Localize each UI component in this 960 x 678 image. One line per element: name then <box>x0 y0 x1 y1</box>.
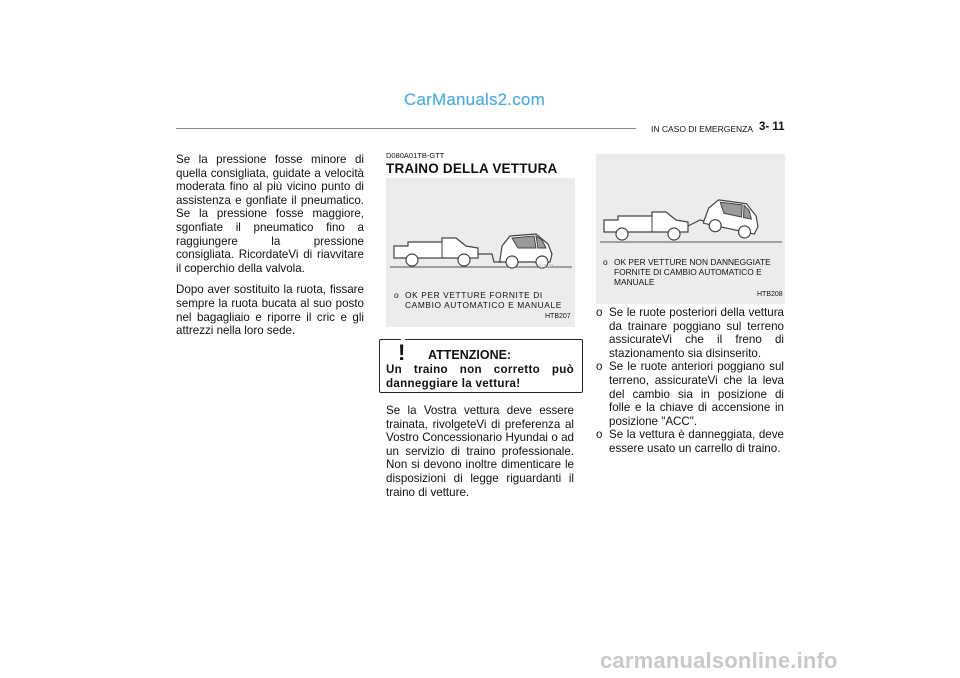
column-1 <box>176 153 364 346</box>
list-item-text: Se le ruote posteriori della vettura da trainare poggiano sul terreno assicurateVi che il freno di stazionamento sia disinserito. <box>609 306 784 360</box>
caption-bullet: o <box>394 290 399 300</box>
paragraph-pressure: Se la pressione fosse minore di quella consigliata, guidate a velocità moderata fino al più vicino punto di assistenza e gonfiate il pneumatico. Se la pressione fosse maggiore, sgonfiate il pneumatico fino a raggiungere la pressione consigliata. RicordateVi di riavvitare il coperchio della valvola. <box>176 153 364 275</box>
paragraph-spare-wheel: Dopo aver sostituito la ruota, fissare sempre la ruota bucata al suo posto nel bagagliaio e riporre il cric e gli attrezzi nella loro sede. <box>176 283 364 338</box>
figure2-caption <box>603 257 781 287</box>
page-number: 3- 11 <box>759 121 785 133</box>
list-item-text: Se le ruote anteriori poggiano sul terreno, assicurateVi che la leva del cambio sia in posizione di folle e la chiave di accensione in posizione "ACC". <box>609 360 784 428</box>
list-item <box>596 306 784 360</box>
towing-bullet-list <box>596 306 784 456</box>
list-item <box>596 360 784 428</box>
figure1-ref: HTB207 <box>545 313 571 320</box>
figure1-caption-text: OK PER VETTURE FORNITE DI CAMBIO AUTOMATICO E MANUALE <box>405 290 562 310</box>
towing-paragraph: Se la Vostra vettura deve essere trainata, rivolgeteVi di preferenza al Vostro Concessionario Hyundai o ad un servizio di traino professionale. Non si devono inoltre dimenticare le disposizioni di legge riguardanti il traino di vetture. <box>386 404 574 499</box>
warning-text: Un traino non corretto può danneggiare la vettura! <box>386 363 574 390</box>
list-item-text: Se la vettura è danneggiata, deve essere usato un carrello di traino. <box>609 428 784 455</box>
watermark-bottom[interactable]: carmanualsonline.info <box>600 648 838 673</box>
header-section-title: IN CASO DI EMERGENZA <box>651 124 754 134</box>
list-bullet: o <box>596 306 603 319</box>
warning-title: ATTENZIONE: <box>428 348 512 362</box>
svg-text:!: ! <box>398 340 406 365</box>
watermark-top[interactable]: CarManuals2.com <box>404 90 545 109</box>
figure2-ref: HTB208 <box>757 291 783 298</box>
figure1-caption <box>394 290 570 310</box>
caption-bullet: o <box>603 257 608 267</box>
list-bullet: o <box>596 360 603 374</box>
figure2-caption-text: OK PER VETTURE NON DANNEGGIATE FORNITE DI CAMBIO AUTOMATICO E MANUALE <box>614 257 771 287</box>
list-bullet: o <box>596 428 603 442</box>
figure-small-label: OUT-43 <box>536 264 554 270</box>
section-code: D080A01TB-GTT <box>386 151 445 160</box>
header-rule <box>176 128 636 129</box>
list-item <box>596 428 784 455</box>
section-title: TRAINO DELLA VETTURA <box>386 161 558 176</box>
